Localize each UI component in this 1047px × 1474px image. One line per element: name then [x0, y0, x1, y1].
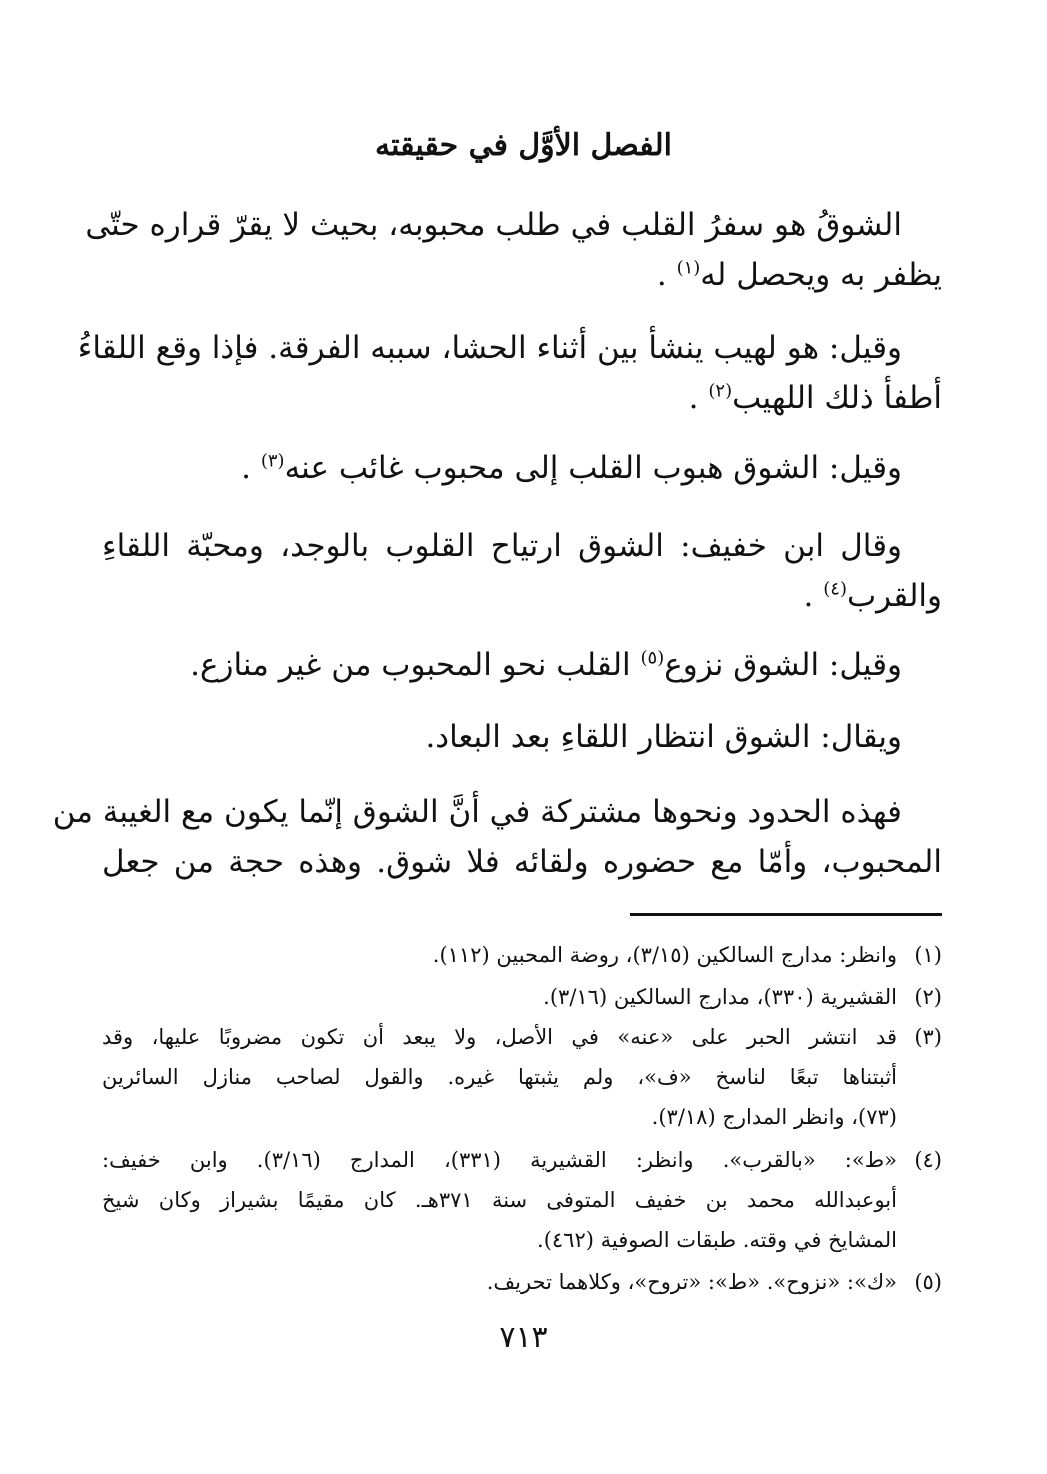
paragraph-6-line-1: ويقال: الشوق انتظار اللقاءِ بعد البعاد. [425, 719, 902, 755]
paragraph-4-line-1: وقال ابن خفيف: الشوق ارتياح القلوب بالوجد، ومحبّة اللقاءِ [102, 528, 902, 564]
footnote-text: القشيرية (٣٣٠)، مدارج السالكين (٣/١٦). [543, 985, 897, 1009]
paragraph-7-line-2: المحبوب، وأمّا مع حضوره ولقائه فلا شوق. وهذه حجة من جعل [102, 844, 942, 880]
footnote-ref-2: (٢) [708, 380, 733, 402]
footnote-text: قد انتشر الحبر على «عنه» في الأصل، ولا يبعد أن تكون مضروبًا عليها، وقد [102, 1025, 897, 1049]
paragraph-7-line-1: فهذه الحدود ونحوها مشتركة في أنَّ الشوق إنّما يكون مع الغيبة من [52, 794, 902, 830]
chapter-title: الفصل الأوَّل في حقيقته [375, 128, 672, 163]
footnote-number: (١) [914, 943, 942, 967]
paragraph-2-line-1: وقيل: هو لهيب ينشأ بين أثناء الحشا، سببه الفرقة. فإذا وقع اللقاءُ [77, 330, 902, 366]
footnote-text: أبوعبدالله محمد بن خفيف المتوفى سنة ٣٧١هـ. كان مقيمًا بشيراز وكان شيخ [102, 1188, 897, 1212]
footnote-number: (٥) [914, 1270, 942, 1294]
paragraph-2-line-2: أطفأ ذلك اللهيب$^{(٢)}$ . [688, 380, 942, 416]
footnote-ref-3: (٣) [260, 450, 285, 472]
footnote-number: (٤) [914, 1148, 942, 1172]
paragraph-4-line-2: والقرب$^{(٤)}$ . [803, 578, 942, 614]
footnote-ref-1: (١) [676, 257, 701, 279]
paragraph-1-line-1: الشوقُ هو سفرُ القلب في طلب محبوبه، بحيث لا يقرّ قراره حتّى [85, 207, 902, 243]
page-number: ٧١٣ [499, 1320, 548, 1355]
footnote-separator [630, 913, 942, 916]
paragraph-5-line-1: وقيل: الشوق نزوع$^{(٥)}$ القلب نحو المحبوب من غير منازع. [190, 647, 902, 683]
footnote-text: أثبتناها تبعًا لناسخ «ف»، ولم يثبتها غيره. والقول لصاحب منازل السائرين [102, 1065, 897, 1089]
footnote-ref-5: (٥) [640, 647, 665, 669]
footnote-text: المشايخ في وقته. طبقات الصوفية (٤٦٢). [537, 1228, 897, 1252]
paragraph-3-line-1: وقيل: الشوق هبوب القلب إلى محبوب غائب عنه$^{(٣)}$ . [241, 450, 902, 486]
footnote-number: (٢) [914, 985, 942, 1009]
paragraph-1-line-2: يظفر به ويحصل له$^{(١)}$ . [656, 257, 942, 293]
footnote-number: (٣) [914, 1025, 942, 1049]
footnote-text: (٧٣)، وانظر المدارج (٣/١٨). [651, 1105, 897, 1129]
footnote-text: «ك»: «نزوح». «ط»: «تروح»، وكلاهما تحريف. [486, 1270, 897, 1294]
footnote-text: وانظر: مدارج السالكين (٣/١٥)، روضة المحبين (١١٢). [432, 943, 897, 967]
footnote-ref-4: (٤) [823, 578, 847, 600]
footnote-text: «ط»: «بالقرب». وانظر: القشيرية (٣٣١)، المدارج (٣/١٦). وابن خفيف: [102, 1148, 897, 1172]
